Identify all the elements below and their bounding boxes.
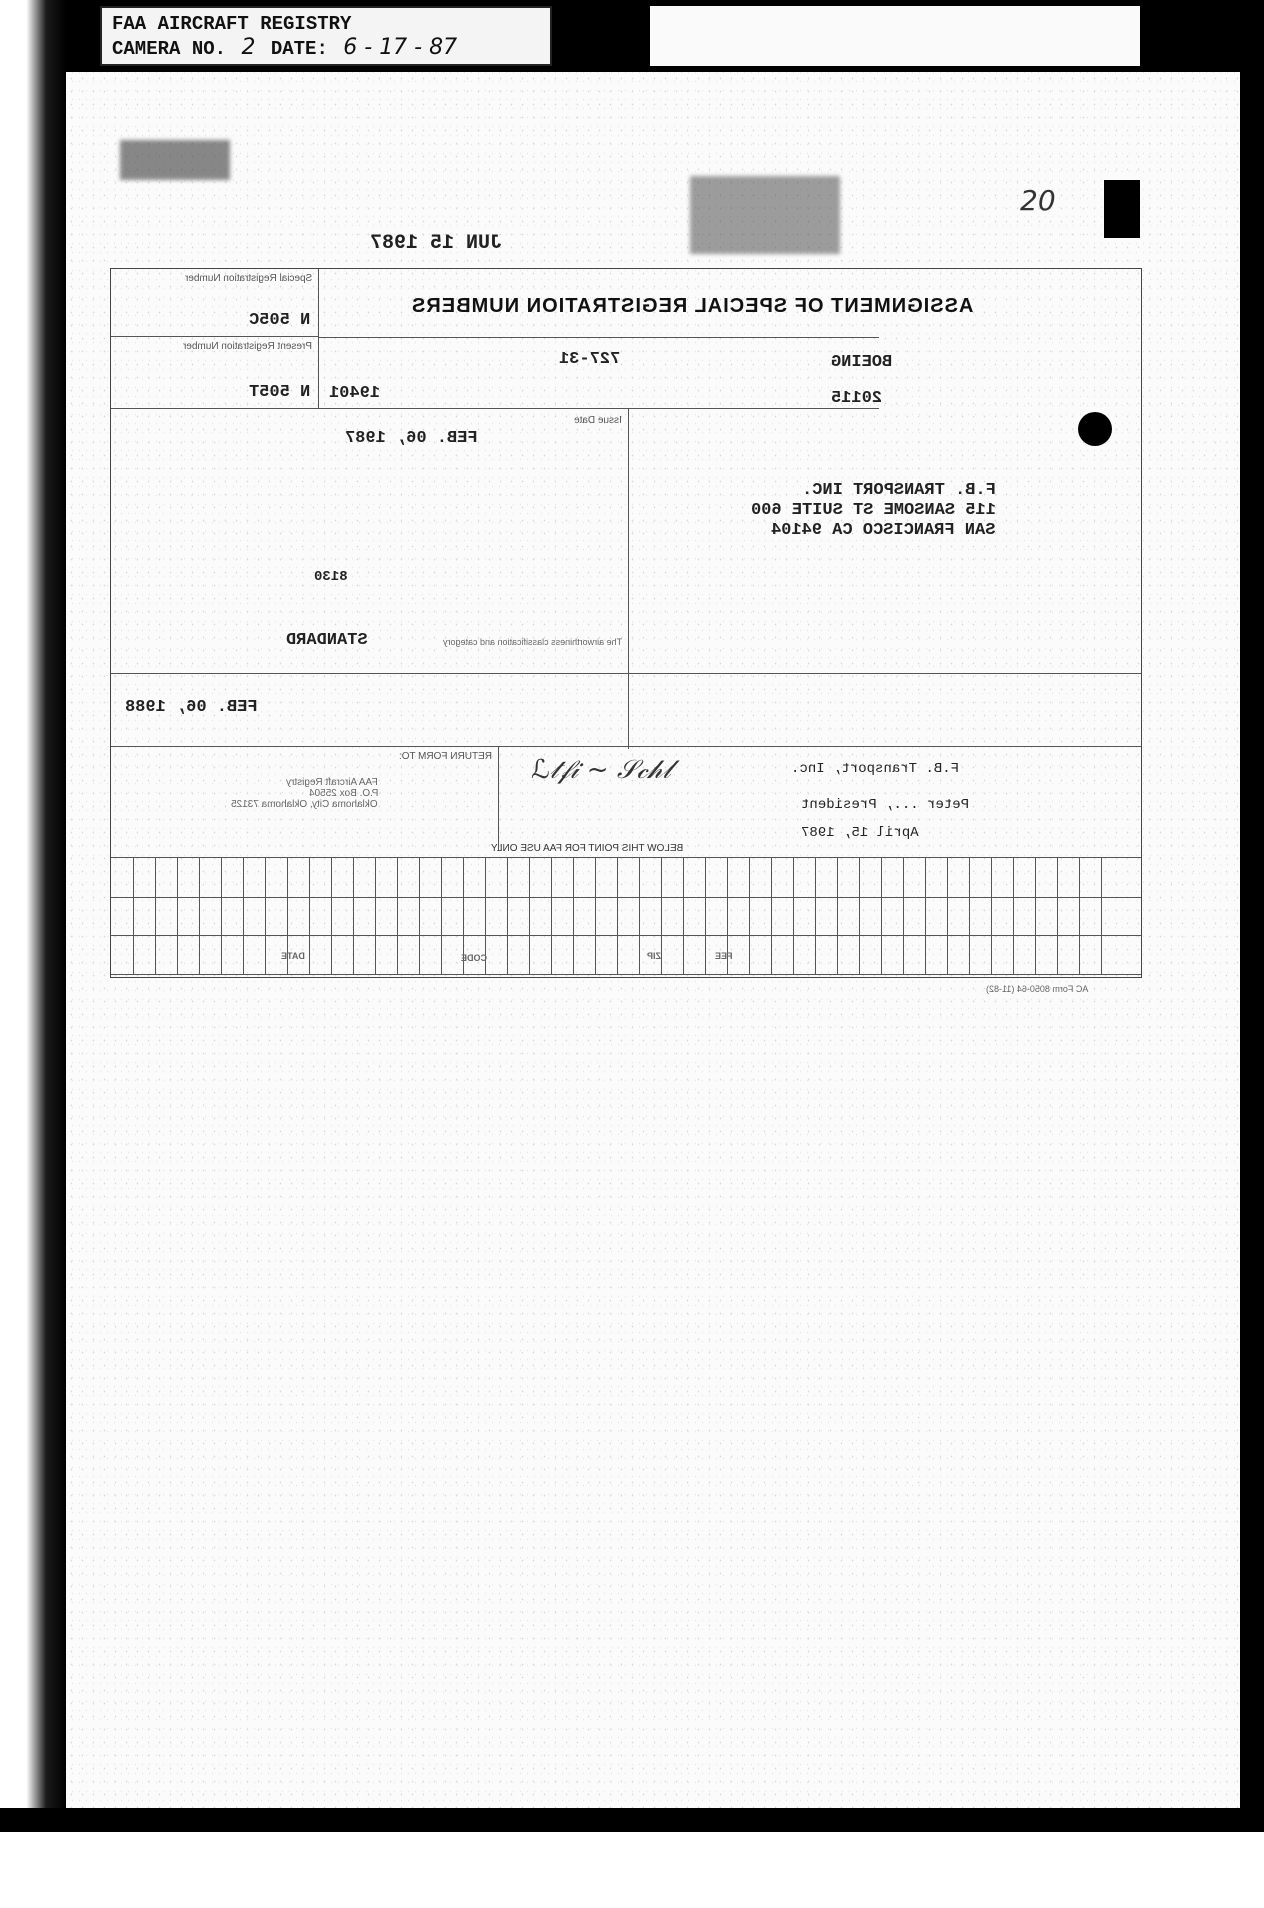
form-title: ASSIGNMENT OF SPECIAL REGISTRATION NUMBERS xyxy=(411,295,974,317)
faa-use-only: BELOW THIS POINT FOR FAA USE ONLY xyxy=(491,843,684,854)
aircraft-serial-2: 20115 xyxy=(831,389,883,408)
present-reg-value: N 505T xyxy=(248,383,310,402)
aircraft-maker: BOEING xyxy=(831,353,893,372)
grid-zip-label: ZIP xyxy=(647,951,662,961)
signer-title: Peter ..., President xyxy=(801,797,970,813)
camera-label xyxy=(100,6,552,66)
camera-prefix: CAMERA NO. xyxy=(112,38,227,60)
camera-label-title: FAA AIRCRAFT REGISTRY xyxy=(112,13,352,35)
return-label: RETURN FORM TO: xyxy=(399,751,492,762)
issue-date: FEB. 06, 1987 xyxy=(345,429,478,448)
special-reg-label: Special Registration Number xyxy=(184,273,312,284)
received-stamp: JUN 15 1987 xyxy=(370,232,503,255)
top-right-label-box xyxy=(650,6,1140,66)
return-address-cell xyxy=(111,747,499,851)
expiry-date: FEB. 06, 1988 xyxy=(125,698,258,717)
owner-street: 115 SANSOME ST SUITE 600 xyxy=(751,501,996,520)
special-reg-value: N 505C xyxy=(248,311,310,330)
page-number: 20 xyxy=(1020,184,1056,217)
date-placed: April 15, 1987 xyxy=(801,825,919,841)
black-tab xyxy=(1104,180,1140,238)
aircraft-info-row xyxy=(319,337,879,409)
special-reg-cell xyxy=(111,269,319,337)
return-address-3: Oklahoma City, Oklahoma 73125 xyxy=(231,799,378,810)
camera-date: 6 - 17 - 87 xyxy=(343,35,458,60)
grid-date-label: DATE xyxy=(281,951,305,961)
grid-code-label: CODE xyxy=(461,953,488,963)
faa-use-grid xyxy=(111,857,1141,975)
scan-bottom-band xyxy=(0,1808,1264,1832)
smudge xyxy=(120,140,230,180)
owner-signed-name: F.B. Transport, Inc. xyxy=(791,761,960,777)
aircraft-serial: 19401 xyxy=(329,384,381,403)
return-address-2: P.O. Box 25504 xyxy=(308,788,378,799)
signature: ℒ𝓉𝒻𝒾 ~ 𝒮𝒸𝒽𝓁 xyxy=(531,755,672,785)
registration-form xyxy=(110,268,1142,978)
aircraft-model: 727-31 xyxy=(559,350,621,369)
issue-date-label: Issue Date xyxy=(574,415,622,426)
form-reference: 8130 xyxy=(314,569,348,585)
date-prefix: DATE: xyxy=(270,38,328,60)
scan-right-edge xyxy=(1240,0,1264,1820)
grid-fee-label: FEE xyxy=(715,951,733,961)
smudge xyxy=(690,176,840,254)
owner-address xyxy=(751,481,996,541)
camera-label-line2 xyxy=(112,36,540,61)
airworthiness-label: The airworthiness classification and category xyxy=(442,637,622,647)
expiry-row xyxy=(111,673,1141,747)
present-reg-label: Present Registration Number xyxy=(183,341,312,352)
airworthiness-value: STANDARD xyxy=(286,631,368,650)
owner-name: F.B. TRANSPORT INC. xyxy=(802,481,996,500)
form-number: AC Form 8050-64 (11-82) xyxy=(986,984,1089,994)
camera-number: 2 xyxy=(241,35,256,60)
scan-left-edge xyxy=(0,0,66,1820)
return-address-1: FAA Aircraft Registry xyxy=(286,777,378,788)
present-reg-cell xyxy=(111,337,319,409)
owner-city: SAN FRANCISCO CA 94104 xyxy=(771,521,996,540)
